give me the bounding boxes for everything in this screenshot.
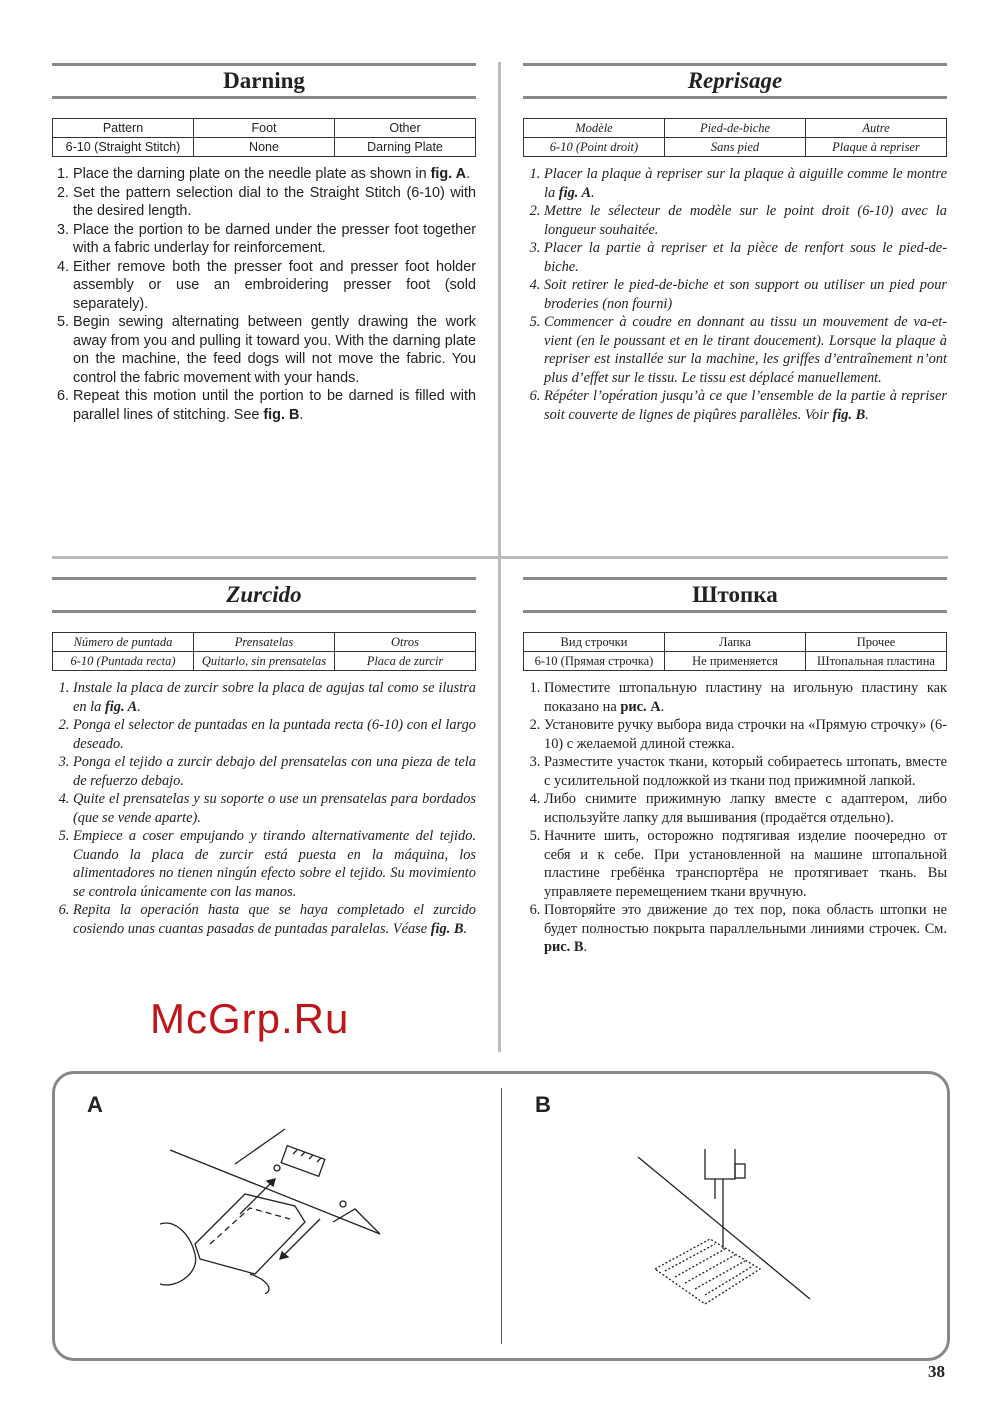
instruction-end: . <box>299 406 304 423</box>
instruction-list <box>523 679 947 957</box>
instruction-text: Set the pattern selection dial to the Straight Stitch (6-10) with the desired length. <box>73 184 476 219</box>
table-header-row <box>53 633 476 652</box>
instruction-item <box>544 901 947 957</box>
table-cell: 6-10 (Прямая строчка) <box>524 652 665 671</box>
instruction-item <box>544 387 947 424</box>
figure-reference: fig. B <box>430 920 464 937</box>
settings-table <box>52 632 476 671</box>
table-header-cell: Autre <box>806 119 947 138</box>
instruction-item <box>544 679 947 716</box>
section-title: Zurcido <box>52 577 476 613</box>
instruction-text: Répéter l’opération jusqu’à ce que l’ensemble de la partie à repriser soit couverte de lignes de piqûres parallèles. Voir <box>544 388 947 423</box>
instruction-text: Either remove both the presser foot and presser foot holder assembly or use an embroidering presser foot (sold separately). <box>73 258 476 312</box>
section-zurcido <box>52 577 476 938</box>
table-cell: 6-10 (Straight Stitch) <box>53 138 194 157</box>
instruction-item <box>544 790 947 827</box>
instruction-text: Place the darning plate on the needle plate as shown in <box>73 166 431 182</box>
instruction-item <box>73 716 476 753</box>
instruction-item <box>544 313 947 387</box>
table-header-cell: Pattern <box>53 119 194 138</box>
instruction-text: Empiece a coser empujando y tirando alternativamente del tejido. Cuando la placa de zurcir está puesta en la máquina, los alimentadores no tienen ningún efecto sobre el tejido. Su movimiento se controla únicamente con las manos. <box>73 828 476 900</box>
instruction-item <box>73 790 476 827</box>
figure-reference: рис. B <box>544 939 584 955</box>
settings-table <box>52 118 476 157</box>
table-cell: Darning Plate <box>335 138 476 157</box>
instruction-text: Commencer à coudre en donnant au tissu un mouvement de va-et-vient (en le poussant et en le tirant doucement). Lorsque la plaque à repriser est installée sur la machine, les griffes d’entraînement n’ont plus d’effet sur le tissu. Le tissu est déplacé manuellement. <box>544 314 947 386</box>
table-cell: Quitarlo, sin prensatelas <box>194 652 335 671</box>
table-header-cell: Número de puntada <box>53 633 194 652</box>
instruction-item <box>73 184 476 221</box>
table-header-row <box>524 119 947 138</box>
figure-reference: fig. B <box>263 406 300 423</box>
instruction-item <box>544 827 947 901</box>
figure-b-darning-stitch-illustration <box>635 1129 815 1309</box>
table-cell: Не применяется <box>665 652 806 671</box>
table-header-cell: Other <box>335 119 476 138</box>
section-title: Штопка <box>523 577 947 613</box>
table-header-cell: Pied-de-biche <box>665 119 806 138</box>
settings-table <box>523 118 947 157</box>
instruction-item <box>73 901 476 938</box>
figure-a-darning-plate-illustration <box>155 1124 395 1294</box>
section-reprisage <box>523 63 947 424</box>
settings-table <box>523 632 947 671</box>
instruction-text: Placer la partie à repriser et la pièce de renfort sous le pied-de-biche. <box>544 240 947 275</box>
instruction-item <box>73 221 476 258</box>
figure-reference: рис. A <box>620 698 661 715</box>
section-darning <box>52 63 476 424</box>
table-cell: 6-10 (Puntada recta) <box>53 652 194 671</box>
table-cell: Placa de zurcir <box>335 652 476 671</box>
section-title: Darning <box>52 63 476 99</box>
instruction-item <box>73 387 476 424</box>
instruction-end: . <box>591 184 595 201</box>
instruction-item <box>544 753 947 790</box>
instruction-text: Placer la plaque à repriser sur la plaque à aiguille comme le montre la <box>544 166 947 201</box>
table-row <box>524 652 947 671</box>
section-title: Reprisage <box>523 63 947 99</box>
figure-reference: fig. A <box>558 184 592 201</box>
instruction-end: . <box>583 939 588 955</box>
table-header-cell: Вид строчки <box>524 633 665 652</box>
watermark: McGrp.Ru <box>150 995 350 1042</box>
instruction-text: Begin sewing alternating between gently drawing the work away from you and pulling it toward you. With the darning plate on the machine, the feed dogs will not move the fabric. You control the fabric movement with your hands. <box>73 314 476 386</box>
instruction-end: . <box>466 166 471 182</box>
instruction-end: . <box>865 406 869 423</box>
instruction-list <box>52 165 476 424</box>
instruction-end: . <box>463 920 468 937</box>
instruction-text: Повторяйте это движение до тех пор, пока область штопки не будет полностью покрыта параллельными линиями строчек. См. <box>544 902 947 937</box>
instruction-list <box>52 679 476 938</box>
instruction-text: Repeat this motion until the portion to be darned is filled with parallel lines of stitching. See <box>73 388 476 423</box>
table-header-cell: Prensatelas <box>194 633 335 652</box>
table-header-row <box>524 633 947 652</box>
page-number: 38 <box>928 1362 945 1381</box>
table-cell: Plaque à repriser <box>806 138 947 157</box>
table-header-cell: Прочее <box>806 633 947 652</box>
instruction-text: Либо снимите прижимную лапку вместе с адаптером, либо используйте лапку для вышивания (продаётся отдельно). <box>544 791 947 826</box>
table-header-cell: Modèle <box>524 119 665 138</box>
instruction-end: . <box>660 698 665 715</box>
instruction-item <box>544 276 947 313</box>
instruction-text: Repita la operación hasta que se haya completado el zurcido cosiendo unas cuantas pasadas de puntadas paralelas. Véase <box>73 902 476 937</box>
instruction-text: Instale la placa de zurcir sobre la placa de agujas tal como se ilustra en la <box>73 680 476 715</box>
instruction-text: Place the portion to be darned under the presser foot together with a fabric underlay for reinforcement. <box>73 221 476 256</box>
instruction-item <box>73 313 476 387</box>
table-cell: Штопальная пластина <box>806 652 947 671</box>
table-header-cell: Otros <box>335 633 476 652</box>
instruction-item <box>544 165 947 202</box>
figure-divider <box>501 1088 502 1344</box>
instruction-list <box>523 165 947 424</box>
instruction-text: Ponga el tejido a zurcir debajo del prensatelas con una pieza de tela de refuerzo debajo. <box>73 754 476 789</box>
instruction-text: Ponga el selector de puntadas en la puntada recta (6-10) con el largo deseado. <box>73 717 476 752</box>
figure-b-label: B <box>535 1092 551 1117</box>
instruction-text: Поместите штопальную пластину на игольную пластину как показано на <box>544 680 947 715</box>
table-header-cell: Foot <box>194 119 335 138</box>
figure-reference: fig. B <box>832 406 866 423</box>
instruction-item <box>73 165 476 184</box>
instruction-item <box>73 827 476 901</box>
table-cell: Sans pied <box>665 138 806 157</box>
table-row <box>524 138 947 157</box>
figure-reference: fig. A <box>430 166 467 182</box>
instruction-item <box>544 716 947 753</box>
instruction-text: Mettre le sélecteur de modèle sur le point droit (6-10) avec la longueur souhaitée. <box>544 203 947 238</box>
figures-box <box>52 1071 950 1361</box>
instruction-item <box>73 679 476 716</box>
instruction-text: Установите ручку выбора вида строчки на «Прямую строчку» (6-10) с желаемой длиной стежка. <box>544 717 947 752</box>
row-divider <box>52 556 948 559</box>
table-cell: 6-10 (Point droit) <box>524 138 665 157</box>
instruction-text: Quite el prensatelas y su soporte o use un prensatelas para bordados (que se vende aparte). <box>73 791 476 826</box>
instruction-item <box>73 753 476 790</box>
instruction-text: Начните шить, осторожно подтягивая изделие поочередно от себя и к себе. При установленной на машине штопальной пластине гребёнка транспортёра не протягивает ткань. Вы управляете перемещением ткани вручную. <box>544 828 947 900</box>
table-row <box>53 138 476 157</box>
table-header-cell: Лапка <box>665 633 806 652</box>
instruction-item <box>544 202 947 239</box>
figure-reference: fig. A <box>104 698 138 715</box>
table-cell: None <box>194 138 335 157</box>
instruction-item <box>73 258 476 314</box>
instruction-text: Разместите участок ткани, который собираетесь штопать, вместе с усилительной подложкой из ткани под прижимной лапкой. <box>544 754 947 789</box>
table-row <box>53 652 476 671</box>
instruction-item <box>544 239 947 276</box>
figure-a-label: A <box>87 1092 103 1117</box>
instruction-text: Soit retirer le pied-de-biche et son support ou utiliser un pied pour broderies (non fourni) <box>544 277 947 312</box>
instruction-end: . <box>137 698 141 715</box>
table-header-row <box>53 119 476 138</box>
section-shtopka <box>523 577 947 957</box>
